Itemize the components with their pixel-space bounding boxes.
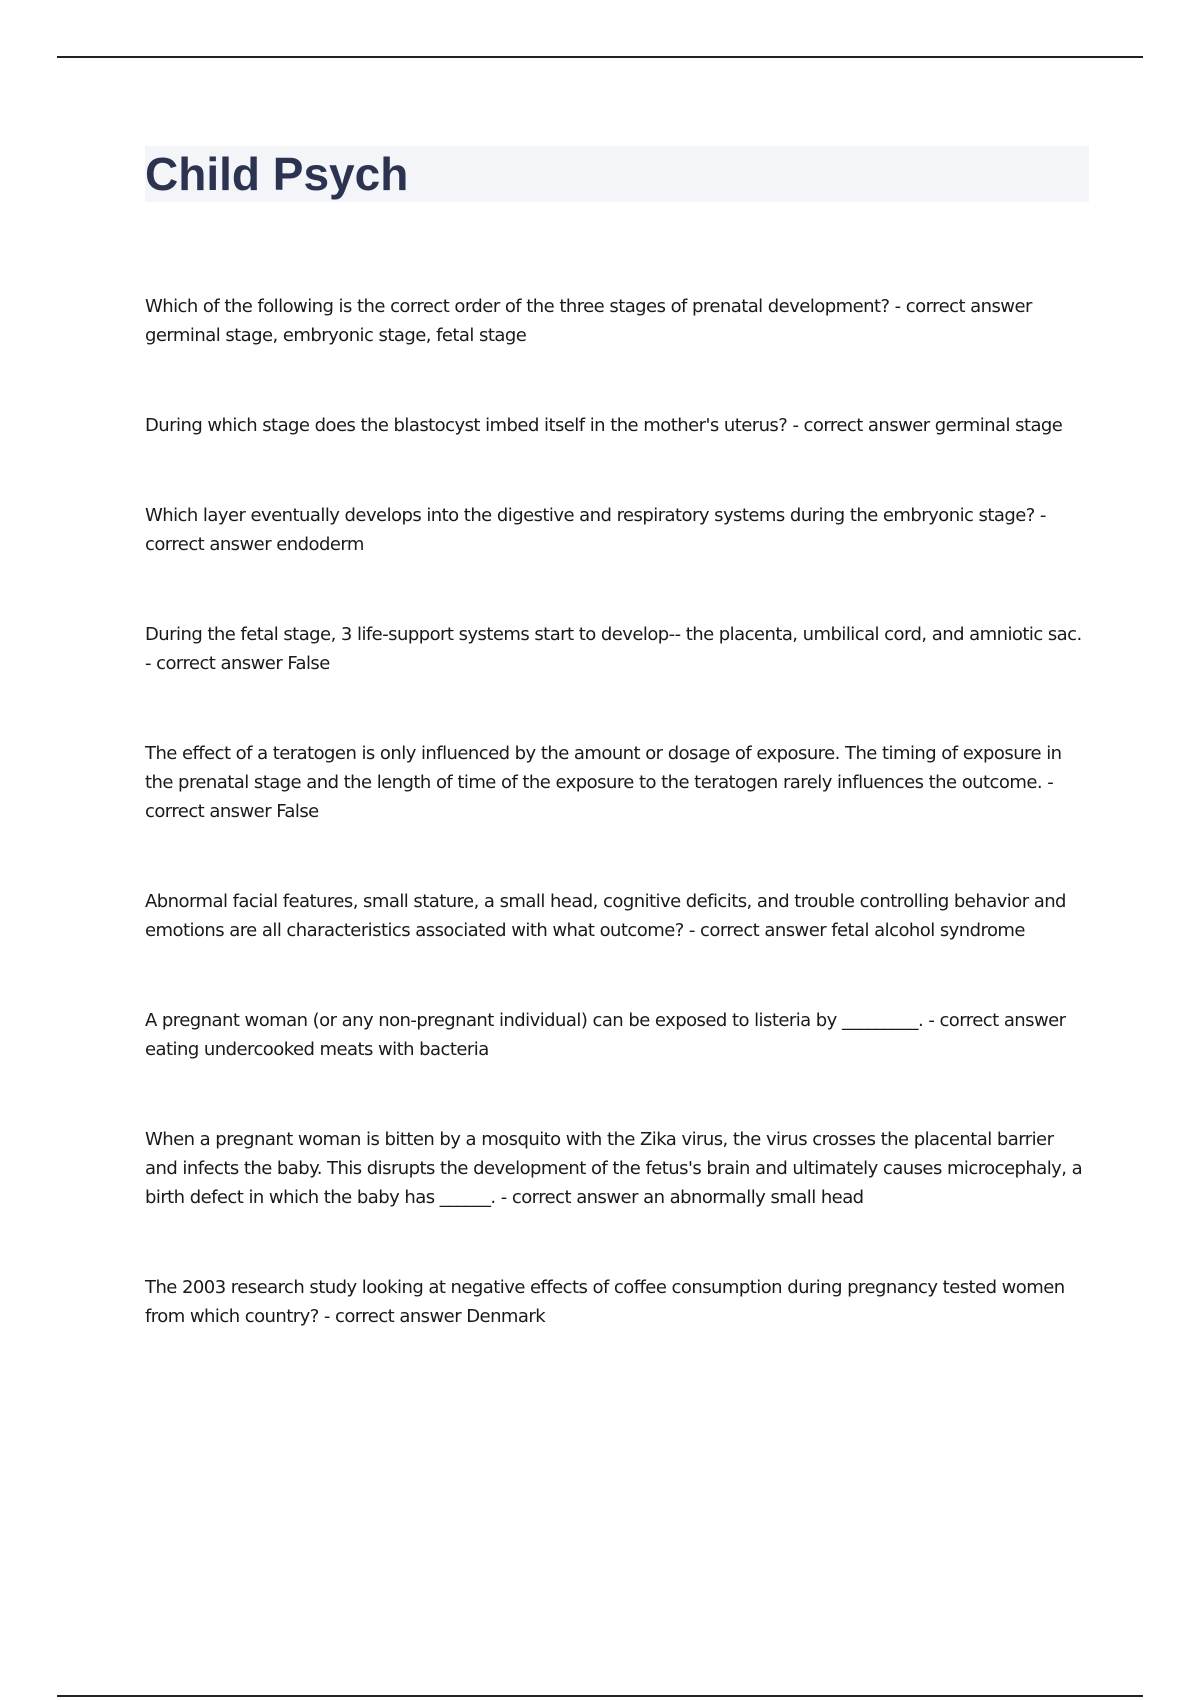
question-item: Which layer eventually develops into the digestive and respiratory systems during the embryonic stage? - correct answer endoderm	[145, 505, 1046, 555]
bottom-rule	[57, 1695, 1143, 1697]
question-item: A pregnant woman (or any non-pregnant individual) can be exposed to listeria by _________. - correct answer eating undercooked meats with bacteria	[145, 1010, 1066, 1060]
top-rule	[57, 56, 1143, 58]
question-item: During the fetal stage, 3 life-support systems start to develop-- the placenta, umbilical cord, and amniotic sac. - correct answer False	[145, 624, 1082, 674]
question-item: The 2003 research study looking at negative effects of coffee consumption during pregnancy tested women from which country? - correct answer Denmark	[145, 1277, 1065, 1327]
question-item: Abnormal facial features, small stature, a small head, cognitive deficits, and trouble controlling behavior and emotions are all characteristics associated with what outcome? - correct answer fetal alcohol syndrome	[145, 891, 1066, 941]
question-item: The effect of a teratogen is only influenced by the amount or dosage of exposure. The timing of exposure in the prenatal stage and the length of time of the exposure to the teratogen rarely influences the outcome. - correct answer False	[145, 743, 1062, 822]
question-list	[145, 292, 1089, 1331]
title-band	[145, 146, 1089, 202]
question-item: Which of the following is the correct order of the three stages of prenatal development? - correct answer germinal stage, embryonic stage, fetal stage	[145, 296, 1032, 346]
question-item: During which stage does the blastocyst imbed itself in the mother's uterus? - correct answer germinal stage	[145, 415, 1063, 436]
page-title: Child Psych	[145, 148, 409, 200]
question-item: When a pregnant woman is bitten by a mosquito with the Zika virus, the virus crosses the placental barrier and infects the baby. This disrupts the development of the fetus's brain and ultimately causes microcephaly, a birth defect in which the baby has ______. - correct answer an abnormally small head	[145, 1129, 1083, 1208]
